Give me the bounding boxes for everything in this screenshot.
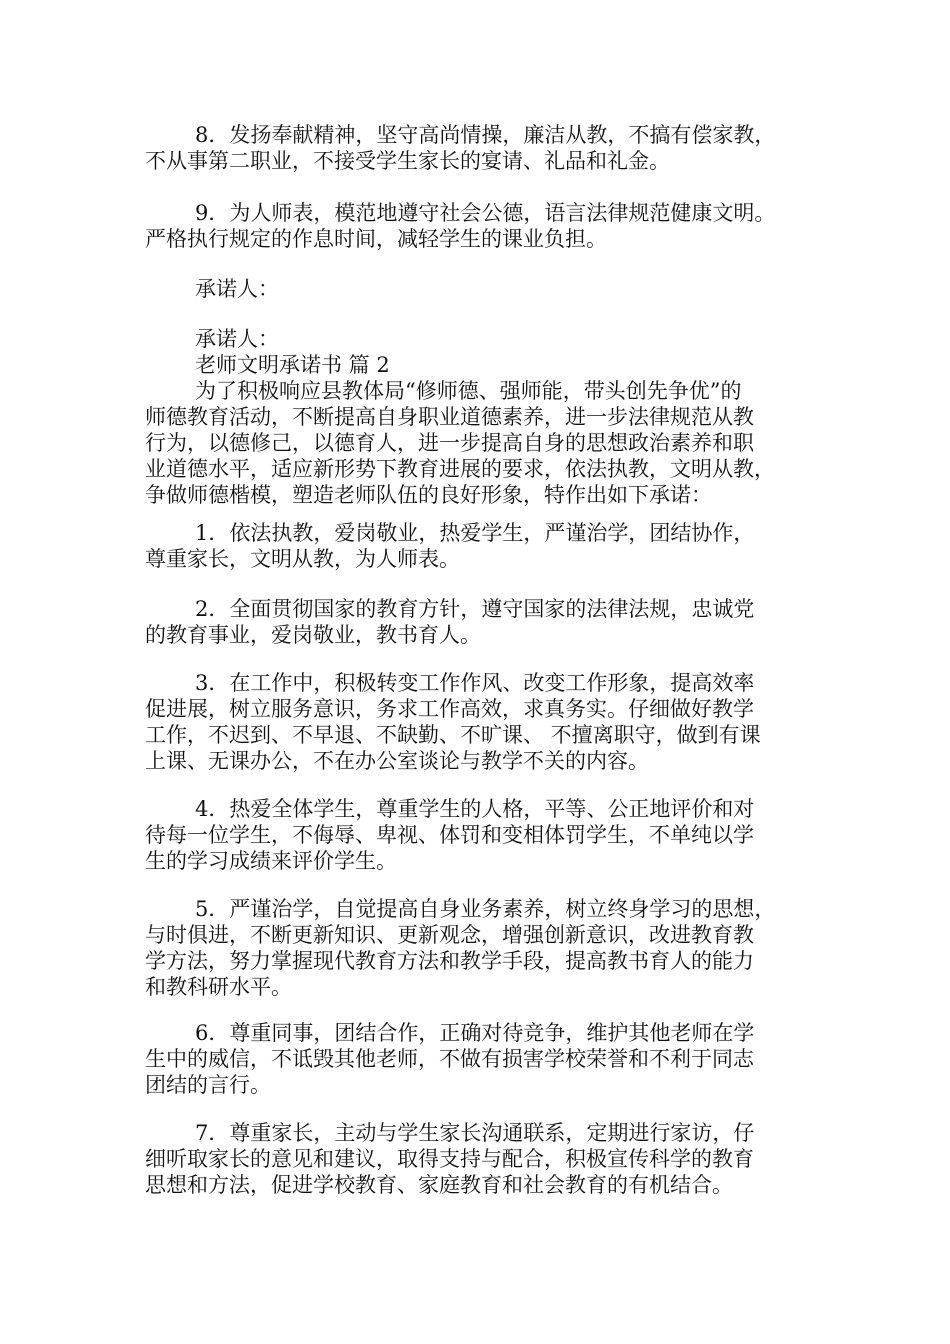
paragraph-line: 和教科研水平。 xyxy=(145,975,292,999)
paragraph-item-2 xyxy=(145,596,815,648)
paragraph-line: 严格执行规定的作息时间，减轻学生的课业负担。 xyxy=(145,227,607,251)
paragraph-item-1 xyxy=(145,520,815,572)
section-title: 老师文明承诺书 篇 2 xyxy=(195,353,390,377)
paragraph-line: 不从事第二职业，不接受学生家长的宴请、礼品和礼金。 xyxy=(145,149,670,173)
paragraph-line: 1．依法执教，爱岗敬业，热爱学生，严谨治学，团结协作， xyxy=(195,521,755,545)
paragraph-line: 8．发扬奉献精神，坚守高尚情操，廉洁从教，不搞有偿家教， xyxy=(195,123,776,147)
paragraph-line: 6．尊重同事，团结合作，正确对待竞争，维护其他老师在学 xyxy=(195,1021,755,1045)
paragraph-line: 与时俱进，不断更新知识、更新观念，增强创新意识，改进教育教 xyxy=(145,923,754,947)
paragraph-line: 9．为人师表，模范地遵守社会公德，语言法律规范健康文明。 xyxy=(195,201,776,225)
paragraph-line: 待每一位学生，不侮辱、卑视、体罚和变相体罚学生，不单纯以学 xyxy=(145,823,754,847)
paragraph-line: 生中的威信，不诋毁其他老师，不做有损害学校荣誉和不利于同志 xyxy=(145,1047,754,1071)
paragraph-line: 2．全面贯彻国家的教育方针，遵守国家的法律法规，忠诚党 xyxy=(195,597,755,621)
paragraph-line: 4．热爱全体学生，尊重学生的人格，平等、公正地评价和对 xyxy=(195,797,755,821)
paragraph-item-9 xyxy=(145,200,815,252)
signature-label: 承诺人： xyxy=(195,277,279,301)
signature-label: 承诺人： xyxy=(195,327,279,351)
paragraph-line: 细听取家长的意见和建议，取得支持与配合，积极宣传科学的教育 xyxy=(145,1147,754,1171)
paragraph-line: 师德教育活动，不断提高自身职业道德素养，进一步法律规范从教 xyxy=(145,405,754,429)
paragraph-item-3 xyxy=(145,670,815,774)
paragraph-line: 尊重家长，文明从教，为人师表。 xyxy=(145,547,460,571)
paragraph-line: 3．在工作中，积极转变工作作风、改变工作形象，提高效率 xyxy=(195,671,755,695)
paragraph-line: 促进展，树立服务意识，务求工作高效，求真务实。仔细做好教学 xyxy=(145,697,754,721)
paragraph-line: 争做师德楷模，塑造老师队伍的良好形象，特作出如下承诺： xyxy=(145,483,712,507)
section-2-block xyxy=(145,326,815,508)
paragraph-line: 业道德水平，适应新形势下教育进展的要求，依法执教，文明从教， xyxy=(145,457,775,481)
paragraph-line: 工作，不迟到、不早退、不缺勤、不旷课、 不擅离职守，做到有课 xyxy=(145,723,761,747)
paragraph-item-8 xyxy=(145,122,815,174)
paragraph-line: 生的学习成绩来评价学生。 xyxy=(145,849,397,873)
signature-line xyxy=(145,276,815,302)
paragraph-line: 的教育事业，爱岗敬业，教书育人。 xyxy=(145,623,481,647)
paragraph-line: 5．严谨治学，自觉提高自身业务素养，树立终身学习的思想， xyxy=(195,897,776,921)
paragraph-line: 上课、无课办公，不在办公室谈论与教学不关的内容。 xyxy=(145,749,649,773)
paragraph-line: 7．尊重家长，主动与学生家长沟通联系，定期进行家访，仔 xyxy=(195,1121,755,1145)
paragraph-line: 为了积极响应县教体局“修师德、强师能，带头创先争优”的 xyxy=(195,379,742,403)
paragraph-item-7 xyxy=(145,1120,815,1198)
paragraph-item-4 xyxy=(145,796,815,874)
paragraph-line: 行为，以德修己，以德育人，进一步提高自身的思想政治素养和职 xyxy=(145,431,754,455)
paragraph-item-5 xyxy=(145,896,815,1000)
paragraph-item-6 xyxy=(145,1020,815,1098)
paragraph-line: 思想和方法，促进学校教育、家庭教育和社会教育的有机结合。 xyxy=(145,1173,733,1197)
paragraph-line: 学方法，努力掌握现代教育方法和教学手段，提高教书育人的能力 xyxy=(145,949,754,973)
paragraph-line: 团结的言行。 xyxy=(145,1073,271,1097)
